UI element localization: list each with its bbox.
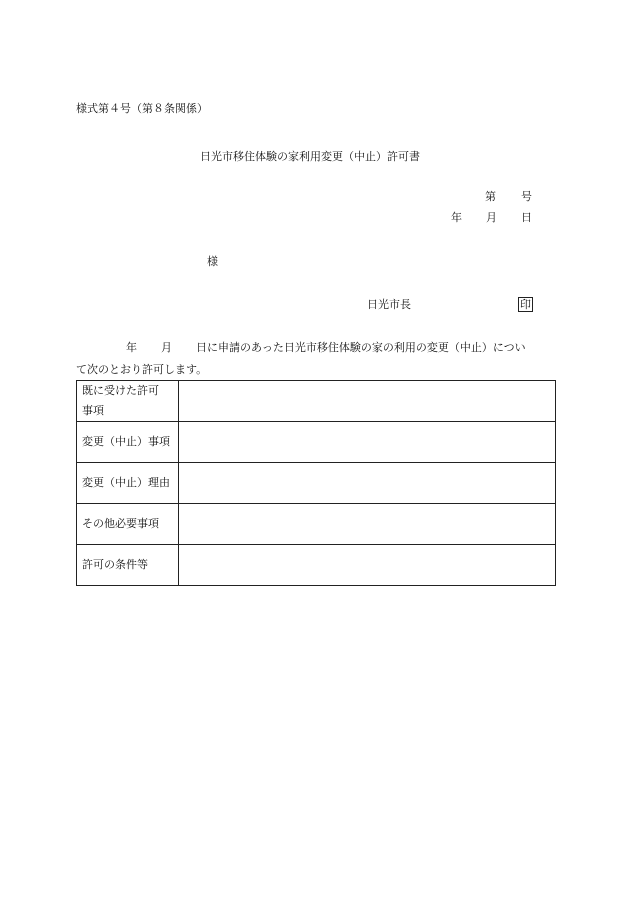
seal-label: 印 [520,298,531,311]
doc-number-dai: 第 [485,190,496,203]
body-month: 月 [161,341,172,354]
permit-table [76,380,556,586]
recipient-honorific: 様 [207,255,218,268]
date-month: 月 [486,211,497,224]
row-value[interactable] [179,545,556,586]
form-number: 様式第４号（第８条関係） [76,102,208,115]
row-label [77,381,179,422]
table-row [77,422,556,463]
table-row [77,381,556,422]
doc-number-go: 号 [521,190,532,203]
row-label: 変更（中止）事項 [77,422,179,463]
issuer-title: 日光市長 [367,298,411,311]
body-line1: 日に申請のあった日光市移住体験の家の利用の変更（中止）につい [196,341,526,354]
table-row [77,545,556,586]
row-value[interactable] [179,504,556,545]
seal-mark [518,297,533,312]
body-year: 年 [126,341,137,354]
row-label-line2: 事項 [82,404,104,417]
body-line2: て次のとおり許可します。 [76,363,208,376]
table-row [77,504,556,545]
row-label: 許可の条件等 [77,545,179,586]
row-value[interactable] [179,422,556,463]
row-label: その他必要事項 [77,504,179,545]
date-day: 日 [521,211,532,224]
row-label: 変更（中止）理由 [77,463,179,504]
document-title: 日光市移住体験の家利用変更（中止）許可書 [200,150,420,163]
date-year: 年 [451,211,462,224]
table-row [77,463,556,504]
row-value[interactable] [179,463,556,504]
row-value[interactable] [179,381,556,422]
row-label-line1: 既に受けた許可 [82,384,159,397]
